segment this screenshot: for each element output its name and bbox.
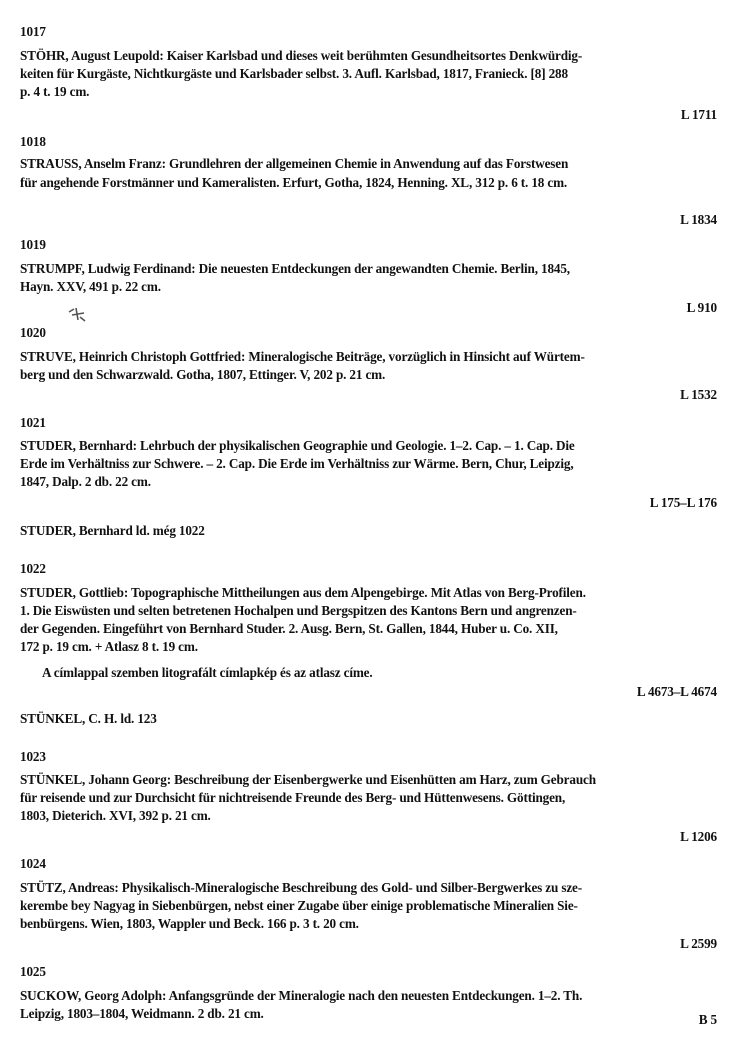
- entry-text-line: SUCKOW, Georg Adolph: Anfangsgründe der Mineralogie nach den neuesten Entdeckungen. 1–2. Th.: [20, 988, 583, 1003]
- entry-text-line: für angehende Forstmänner und Kameralisten. Erfurt, Gotha, 1824, Henning. XL, 312 p. 6 t. 18 cm.: [20, 175, 568, 190]
- entry-text-line: für reisende und zur Durchsicht für nichtreisende Freunde des Berg- und Hüttenwesens. Göttingen,: [20, 790, 566, 805]
- entry-number: 1024: [20, 856, 46, 871]
- entry-text-line: kerembe bey Nagyag in Siebenbürgen, nebst einer Zugabe über einige problematische Mineralien Sie-: [20, 898, 578, 913]
- entry-text-line: STRUVE, Heinrich Christoph Gottfried: Mineralogische Beiträge, vorzüglich in Hinsicht auf Würtem-: [20, 349, 585, 364]
- shelf-mark: L 2599: [680, 936, 717, 951]
- shelf-mark: L 910: [686, 300, 717, 315]
- entry-text-line: STUDER, Gottlieb: Topographische Mittheilungen aus dem Alpengebirge. Mit Atlas von Berg-Profilen.: [20, 585, 586, 600]
- cross-reference: STUDER, Bernhard ld. még 1022: [20, 523, 205, 538]
- entry-text-line: STRUMPF, Ludwig Ferdinand: Die neuesten Entdeckungen der angewandten Chemie. Berlin, 1845,: [20, 261, 570, 276]
- entry-number: 1021: [20, 415, 46, 430]
- entry-number: 1025: [20, 964, 46, 979]
- shelf-mark: L 1532: [680, 387, 717, 402]
- shelf-mark: L 1711: [680, 107, 717, 122]
- shelf-mark: B 5: [698, 1012, 717, 1027]
- entry-text-line: STÜNKEL, Johann Georg: Beschreibung der Eisenbergwerke und Eisenhütten am Harz, zum Gebrauch: [20, 772, 596, 787]
- shelf-mark: L 175–L 176: [649, 495, 717, 510]
- entry-text-line: STRAUSS, Anselm Franz: Grundlehren der allgemeinen Chemie in Anwendung auf das Forstwesen: [20, 156, 569, 171]
- shelf-mark: L 1206: [680, 829, 717, 844]
- shelf-mark: L 4673–L 4674: [636, 684, 717, 699]
- entry-text-line: Hayn. XXV, 491 p. 22 cm.: [20, 279, 161, 294]
- entry-text-line: 1. Die Eiswüsten und selten betretenen Hochalpen und Bergspitzen des Kantons Bern und angrenzen-: [20, 603, 577, 618]
- entry-text-line: STÜTZ, Andreas: Physikalisch-Mineralogische Beschreibung des Gold- und Silber-Bergwerkes zu sze-: [20, 880, 582, 895]
- entry-number: 1018: [20, 134, 46, 149]
- entry-text-line: der Gegenden. Eingeführt von Bernhard Studer. 2. Ausg. Bern, St. Gallen, 1844, Huber u. Co. XII,: [20, 621, 558, 636]
- entry-text-line: berg und den Schwarzwald. Gotha, 1807, Ettinger. V, 202 p. 21 cm.: [20, 367, 386, 382]
- entry-number: 1020: [20, 325, 46, 340]
- entry-number: 1017: [20, 24, 46, 39]
- entry-text-line: STUDER, Bernhard: Lehrbuch der physikalischen Geographie und Geologie. 1–2. Cap. – 1. Cap. Die: [20, 438, 575, 453]
- entry-text-line: Erde im Verhältniss zur Schwere. – 2. Cap. Die Erde im Verhältniss zur Wärme. Bern, Chur, Leipzig,: [20, 456, 574, 471]
- entry-text-line: Leipzig, 1803–1804, Weidmann. 2 db. 21 cm.: [20, 1006, 264, 1021]
- entry-text-line: benbürgens. Wien, 1803, Wappler und Beck. 166 p. 3 t. 20 cm.: [20, 916, 359, 931]
- entry-number: 1019: [20, 237, 46, 252]
- entry-text-line: STÖHR, August Leupold: Kaiser Karlsbad und dieses weit berühmten Gesundheitsortes Denkwürdig-: [20, 48, 583, 63]
- entry-number: 1022: [20, 561, 46, 576]
- entry-note: A címlappal szemben litografált címlapkép és az atlasz címe.: [42, 665, 373, 680]
- entry-text-line: p. 4 t. 19 cm.: [20, 84, 90, 99]
- entry-text-line: 172 p. 19 cm. + Atlasz 8 t. 19 cm.: [20, 639, 198, 654]
- ink-mark: [66, 306, 88, 324]
- entry-text-line: keiten für Kurgäste, Nichtkurgäste und Karlsbader selbst. 3. Aufl. Karlsbad, 1817, Franieck. [8] 288: [20, 66, 568, 81]
- entry-text-line: 1803, Dieterich. XVI, 392 p. 21 cm.: [20, 808, 211, 823]
- entry-text-line: 1847, Dalp. 2 db. 22 cm.: [20, 474, 151, 489]
- cross-reference: STÜNKEL, C. H. ld. 123: [20, 711, 157, 726]
- entry-number: 1023: [20, 749, 46, 764]
- shelf-mark: L 1834: [680, 212, 717, 227]
